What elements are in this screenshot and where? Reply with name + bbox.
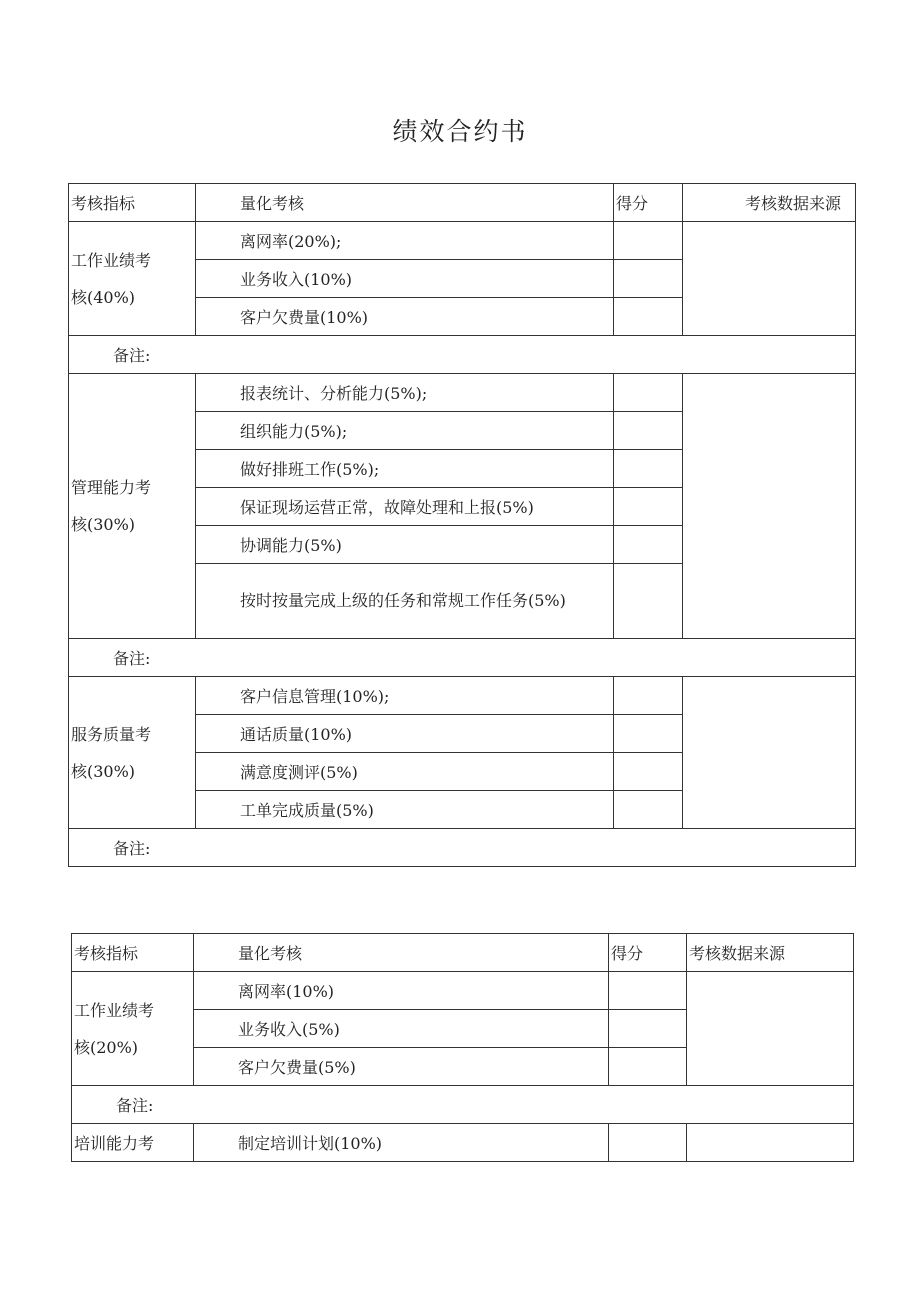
note-row xyxy=(69,829,856,867)
table-header-row xyxy=(69,184,856,222)
score-cell[interactable] xyxy=(609,1010,687,1048)
note-row xyxy=(72,1086,854,1124)
category-line: 核(40%) xyxy=(71,287,136,307)
item-cell: 离网率(10%) xyxy=(194,972,609,1010)
table-header-row xyxy=(72,934,854,972)
score-cell[interactable] xyxy=(614,526,683,564)
score-cell[interactable] xyxy=(614,374,683,412)
category-line: 服务质量考 xyxy=(71,724,152,744)
header-quant: 量化考核 xyxy=(194,934,609,972)
score-cell[interactable] xyxy=(614,488,683,526)
note-cell[interactable]: 备注: xyxy=(69,829,856,867)
score-cell[interactable] xyxy=(609,1048,687,1086)
category-line: 管理能力考 xyxy=(71,478,152,497)
category-line: 核(30%) xyxy=(71,515,136,534)
score-cell[interactable] xyxy=(614,715,683,753)
score-cell[interactable] xyxy=(614,412,683,450)
category-line: 核(20%) xyxy=(74,1037,139,1057)
score-cell[interactable] xyxy=(614,564,683,639)
score-cell[interactable] xyxy=(609,1124,687,1162)
item-cell: 工单完成质量(5%) xyxy=(196,791,614,829)
category-cell xyxy=(69,222,196,336)
score-cell[interactable] xyxy=(614,260,683,298)
item-cell: 组织能力(5%); xyxy=(196,412,614,450)
note-cell[interactable]: 备注: xyxy=(72,1086,854,1124)
score-cell[interactable] xyxy=(609,972,687,1010)
item-cell: 满意度测评(5%) xyxy=(196,753,614,791)
performance-table-1 xyxy=(68,183,856,867)
item-cell: 做好排班工作(5%); xyxy=(196,450,614,488)
table-row xyxy=(72,972,854,1010)
table-row xyxy=(72,1124,854,1162)
category-cell: 培训能力考 xyxy=(72,1124,194,1162)
note-cell[interactable]: 备注: xyxy=(69,336,856,374)
item-cell: 客户欠费量(5%) xyxy=(194,1048,609,1086)
item-cell: 通话质量(10%) xyxy=(196,715,614,753)
item-cell: 客户欠费量(10%) xyxy=(196,298,614,336)
item-cell: 制定培训计划(10%) xyxy=(194,1124,609,1162)
header-indicator: 考核指标 xyxy=(72,934,194,972)
header-source: 考核数据来源 xyxy=(683,184,856,222)
item-cell: 按时按量完成上级的任务和常规工作任务(5%) xyxy=(196,564,614,639)
source-cell[interactable] xyxy=(687,972,854,1086)
score-cell[interactable] xyxy=(614,450,683,488)
item-cell: 业务收入(10%) xyxy=(196,260,614,298)
source-cell[interactable] xyxy=(683,374,856,639)
header-score: 得分 xyxy=(614,184,683,222)
category-cell xyxy=(69,677,196,829)
category-line: 工作业绩考 xyxy=(74,1000,155,1020)
item-cell: 离网率(20%); xyxy=(196,222,614,260)
score-cell[interactable] xyxy=(614,791,683,829)
item-cell: 保证现场运营正常，故障处理和上报(5%) xyxy=(196,488,614,526)
table-row xyxy=(69,677,856,715)
source-cell[interactable] xyxy=(683,677,856,829)
note-row xyxy=(69,639,856,677)
header-indicator: 考核指标 xyxy=(69,184,196,222)
source-cell[interactable] xyxy=(687,1124,854,1162)
header-score: 得分 xyxy=(609,934,687,972)
header-source: 考核数据来源 xyxy=(687,934,854,972)
item-cell: 客户信息管理(10%); xyxy=(196,677,614,715)
note-row xyxy=(69,336,856,374)
item-cell: 业务收入(5%) xyxy=(194,1010,609,1048)
note-cell[interactable]: 备注: xyxy=(69,639,856,677)
table-row xyxy=(69,374,856,412)
performance-table-2 xyxy=(71,933,854,1162)
score-cell[interactable] xyxy=(614,222,683,260)
table-row xyxy=(69,222,856,260)
header-quant: 量化考核 xyxy=(196,184,614,222)
category-cell xyxy=(72,972,194,1086)
score-cell[interactable] xyxy=(614,298,683,336)
source-cell[interactable] xyxy=(683,222,856,336)
item-cell: 报表统计、分析能力(5%); xyxy=(196,374,614,412)
category-cell xyxy=(69,374,196,639)
category-line: 工作业绩考 xyxy=(71,250,152,270)
score-cell[interactable] xyxy=(614,677,683,715)
category-line: 核(30%) xyxy=(71,761,136,781)
page-title: 绩效合约书 xyxy=(392,117,528,146)
item-cell: 协调能力(5%) xyxy=(196,526,614,564)
score-cell[interactable] xyxy=(614,753,683,791)
